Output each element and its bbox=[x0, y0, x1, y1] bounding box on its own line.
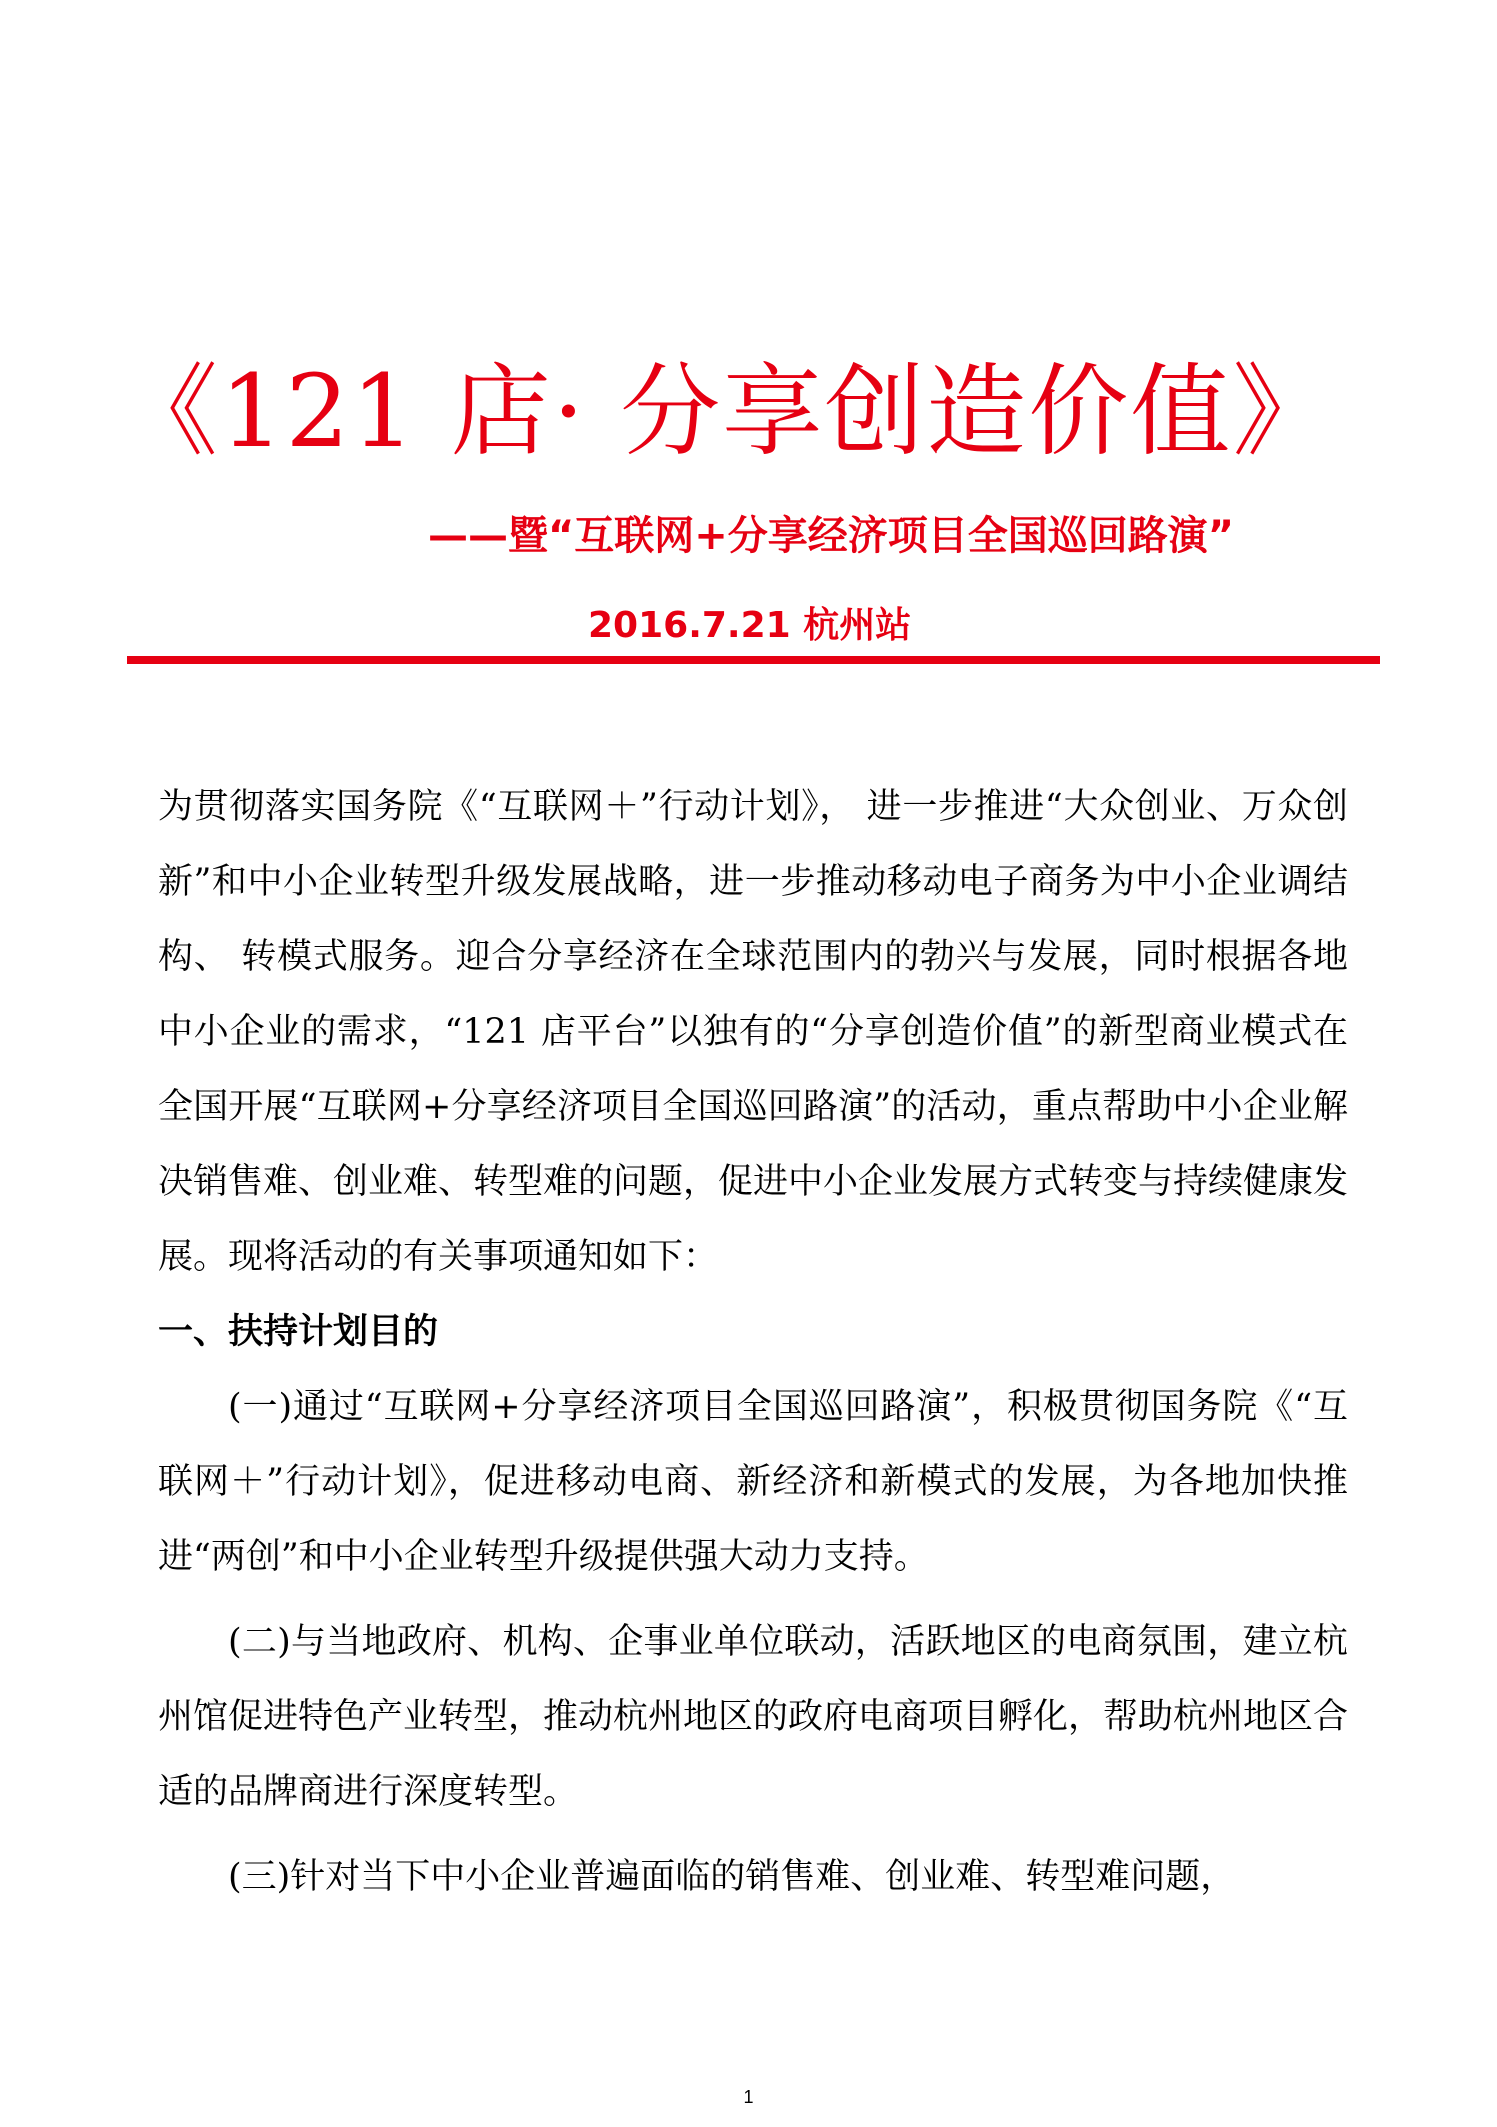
event-dateline: 2016.7.21 杭州站 bbox=[588, 605, 912, 646]
section-heading: 一、扶持计划目的 bbox=[158, 1312, 439, 1352]
document-body bbox=[158, 770, 1348, 1915]
document-title: 《121 店· 分享创造价值》 bbox=[118, 353, 1335, 470]
item-paragraph-1: (一)通过“互联网+分享经济项目全国巡回路演”，积极贯彻国务院《“互联网＋”行动计划》，促进移动电商、新经济和新模式的发展，为各地加快推进“两创”和中小企业转型升级提供强大动力支持。 bbox=[158, 1387, 1348, 1577]
intro-paragraph: 为贯彻落实国务院《“互联网＋”行动计划》， 进一步推进“大众创业、万众创新”和中小企业转型升级发展战略，进一步推动移动电子商务为中小企业调结构、 转模式服务。迎合分享经济在全球范围内的勃兴与发展，同时根据各地中小企业的需求，“121 店平台”以独有的“分享创造价值”的新型商业模式在全国开展“互联网+分享经济项目全国巡回路演”的活动，重点帮助中小企业解决销售难、创业难、转型难的问题，促进中小企业发展方式转变与持续健康发展。现将活动的有关事项通知如下： bbox=[158, 787, 1349, 1277]
document-subtitle: ——暨“互联网+分享经济项目全国巡回路演” bbox=[428, 513, 1235, 559]
red-divider-rule bbox=[127, 656, 1380, 664]
item-paragraph-3: (三)针对当下中小企业普遍面临的销售难、创业难、转型难问题， bbox=[228, 1857, 1236, 1897]
page-number: 1 bbox=[743, 2087, 754, 2107]
item-paragraph-2: (二)与当地政府、机构、企事业单位联动，活跃地区的电商氛围，建立杭州馆促进特色产业转型，推动杭州地区的政府电商项目孵化，帮助杭州地区合适的品牌商进行深度转型。 bbox=[158, 1622, 1349, 1812]
